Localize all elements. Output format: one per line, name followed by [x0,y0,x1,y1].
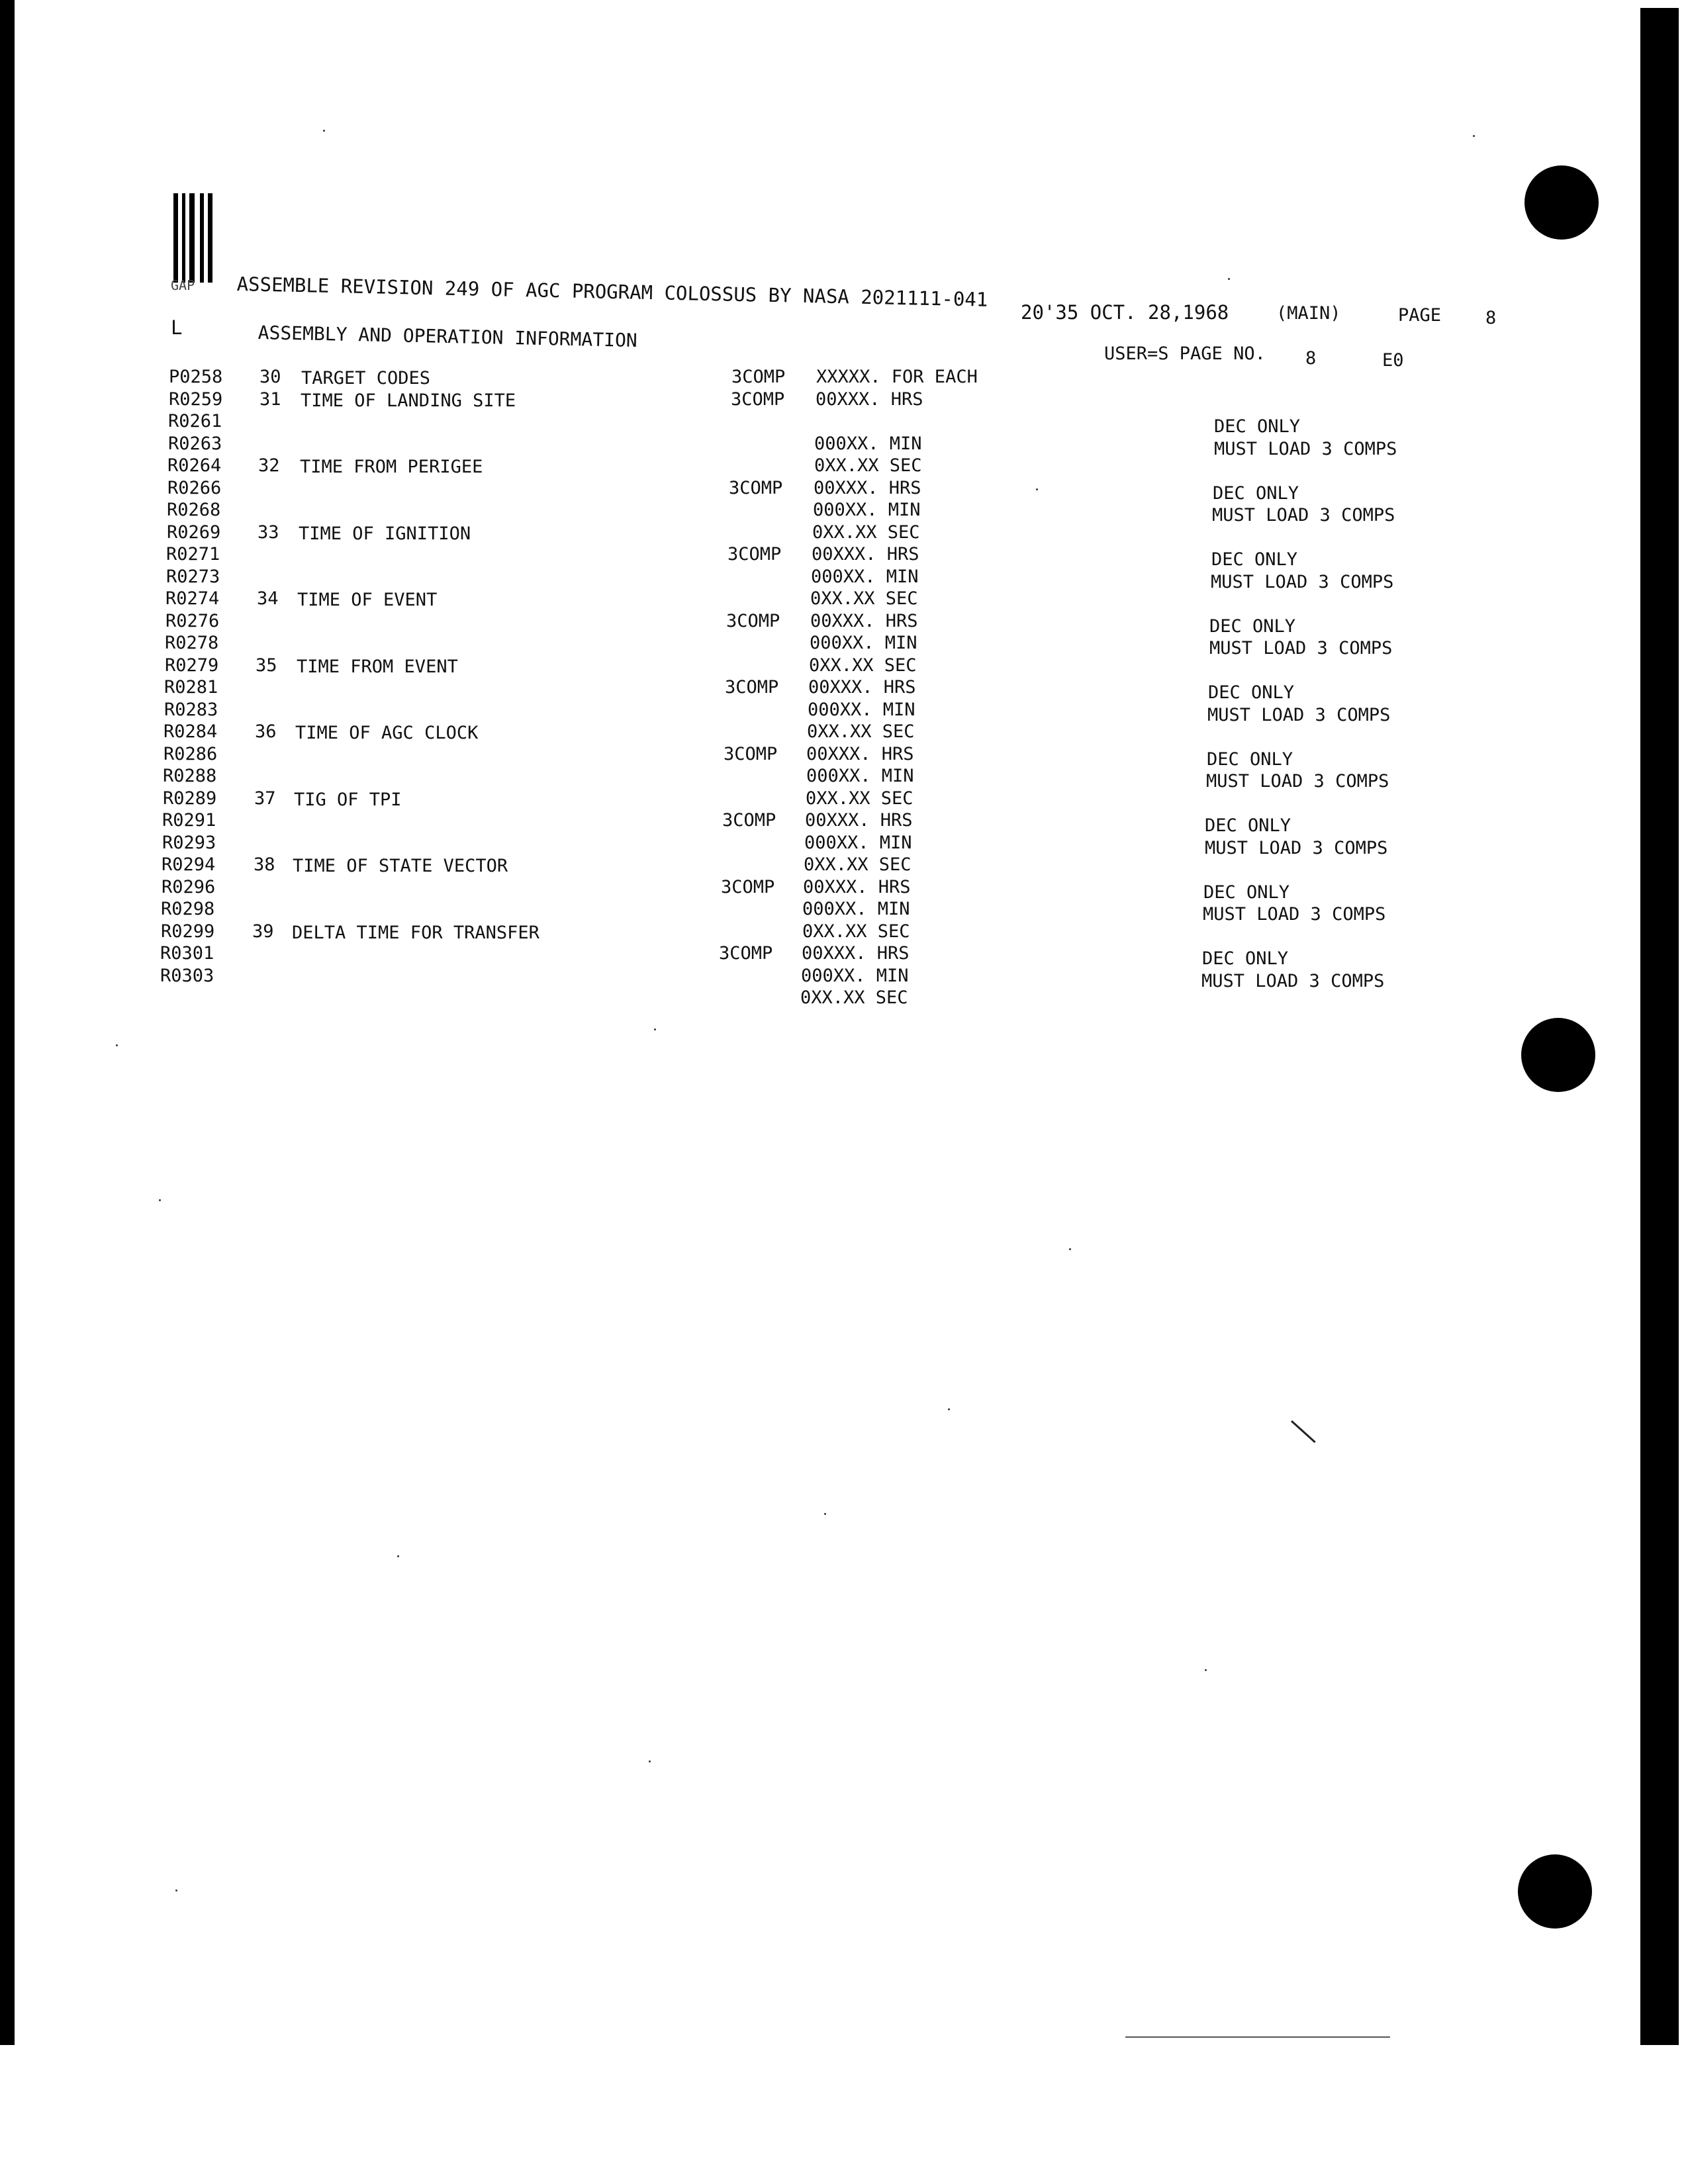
value-format: 0XX.XX SEC [804,854,912,875]
line-id: R0273 [166,567,220,587]
comp-type: 3COMP [726,611,780,631]
item-description: TIME OF IGNITION [299,523,471,544]
item-number: 39 [252,921,274,942]
punch-hole-middle [1521,1018,1595,1092]
value-format: 00XXX. HRS [812,544,919,565]
value-format: 0XX.XX SEC [802,921,910,942]
value-format: 000XX. MIN [802,899,910,919]
comp-type: 3COMP [719,943,773,964]
item-description: TIME FROM PERIGEE [300,457,483,477]
comp-type: 3COMP [731,367,786,387]
value-format: 0XX.XX SEC [814,455,922,476]
value-format: 00XXX. HRS [816,389,923,410]
load-note: DEC ONLY [1208,682,1295,703]
load-note: MUST LOAD 3 COMPS [1209,638,1393,659]
value-format: 00XXX. HRS [814,478,921,498]
line-id: R0284 [164,721,218,742]
gap-mark: GAP [171,277,195,293]
value-format: 000XX. MIN [814,433,922,454]
punch-hole-bottom [1518,1854,1592,1929]
value-format: 0XX.XX SEC [812,522,920,543]
comp-type: 3COMP [724,744,778,764]
item-number: 37 [254,788,276,809]
line-id: R0298 [161,899,215,919]
value-format: 0XX.XX SEC [807,721,915,742]
load-note: DEC ONLY [1202,948,1289,969]
item-number: 30 [259,367,281,387]
item-description: DELTA TIME FOR TRANSFER [292,923,539,943]
line-id: R0269 [167,522,221,543]
load-note: DEC ONLY [1207,749,1293,770]
value-format: 000XX. MIN [801,966,909,986]
line-id: P0258 [169,367,223,387]
line-id: R0299 [161,921,215,942]
item-number: 33 [258,522,279,543]
comp-type: 3COMP [721,877,775,897]
item-number: 35 [256,655,277,676]
value-format: 0XX.XX SEC [800,987,908,1008]
value-format: 000XX. MIN [811,567,919,587]
load-note: MUST LOAD 3 COMPS [1211,572,1394,592]
punch-hole-top [1524,165,1599,240]
item-number: 34 [257,588,279,609]
comp-type: 3COMP [722,810,776,831]
item-number: 31 [259,389,281,410]
line-id: R0286 [164,744,218,764]
item-description: TIME OF AGC CLOCK [295,723,479,743]
line-id: R0293 [162,833,216,853]
value-format: 000XX. MIN [806,766,914,786]
value-format: XXXXX. FOR EACH [816,367,978,387]
load-note: MUST LOAD 3 COMPS [1212,505,1395,525]
load-note: DEC ONLY [1203,882,1290,903]
comp-type: 3COMP [725,677,779,698]
load-note: MUST LOAD 3 COMPS [1214,439,1397,459]
line-id: R0291 [162,810,216,831]
load-note: MUST LOAD 3 COMPS [1201,971,1385,991]
value-format: 000XX. MIN [808,700,915,720]
line-id: R0276 [165,611,220,631]
line-id: R0263 [168,433,222,454]
line-id: R0274 [165,588,220,609]
item-number: 32 [258,455,280,476]
load-note: DEC ONLY [1214,416,1301,437]
load-note: DEC ONLY [1209,616,1296,637]
e-code: E0 [1382,350,1404,371]
user-page-number: 8 [1305,348,1317,369]
pen-stroke [1291,1420,1316,1443]
item-description: TIG OF TPI [294,790,402,810]
item-description: TIME OF LANDING SITE [301,390,516,411]
load-note: MUST LOAD 3 COMPS [1203,904,1386,925]
line-id: R0283 [164,700,218,720]
value-format: 00XXX. HRS [805,810,913,831]
value-format: 0XX.XX SEC [806,788,914,809]
line-id: R0294 [162,854,216,875]
comp-type: 3COMP [731,389,785,410]
load-note: MUST LOAD 3 COMPS [1205,838,1388,858]
value-format: 000XX. MIN [810,633,917,653]
line-id: R0303 [160,966,214,986]
right-edge-bar [1640,8,1679,2045]
line-id: R0301 [160,943,214,964]
item-description: TARGET CODES [301,368,431,388]
line-id: R0266 [167,478,222,498]
header-main-label: (MAIN) [1276,303,1341,324]
header-page-label: PAGE [1398,305,1442,326]
comp-type: 3COMP [729,478,783,498]
line-id: R0289 [163,788,217,809]
load-note: DEC ONLY [1211,549,1298,570]
item-number: 38 [254,854,275,875]
value-format: 00XXX. HRS [806,744,914,764]
item-description: TIME OF STATE VECTOR [293,856,508,876]
item-number: 36 [255,721,277,742]
load-note: MUST LOAD 3 COMPS [1206,771,1389,792]
value-format: 0XX.XX SEC [809,655,917,676]
item-description: TIME FROM EVENT [297,657,458,677]
load-note: MUST LOAD 3 COMPS [1207,705,1391,725]
line-id: R0288 [163,766,217,786]
item-description: TIME OF EVENT [297,590,438,610]
value-format: 000XX. MIN [813,500,921,520]
header-datetime: 20'35 OCT. 28,1968 [1021,301,1229,324]
line-id: R0268 [167,500,221,520]
header-page-number: 8 [1485,308,1497,328]
value-format: 00XXX. HRS [808,677,916,698]
l-mark: L [171,316,183,339]
value-format: 00XXX. HRS [802,943,910,964]
bottom-rule [1125,2036,1390,2038]
line-id: R0261 [168,411,222,432]
line-id: R0259 [169,389,223,410]
left-edge-bar [0,0,15,2045]
value-format: 00XXX. HRS [803,877,911,897]
user-page-label: USER=S PAGE NO. [1104,343,1266,364]
line-id: R0264 [167,455,222,476]
value-format: 000XX. MIN [804,833,912,853]
line-id: R0278 [165,633,219,653]
line-id: R0271 [166,544,220,565]
header-title: ASSEMBLE REVISION 249 OF AGC PROGRAM COLOSSUS BY NASA 2021111-041 [236,273,988,311]
line-id: R0279 [165,655,219,676]
value-format: 0XX.XX SEC [810,588,918,609]
barcode-mark [173,193,213,283]
section-title: ASSEMBLY AND OPERATION INFORMATION [258,322,638,351]
load-note: DEC ONLY [1205,815,1291,836]
line-id: R0296 [162,877,216,897]
value-format: 00XXX. HRS [810,611,918,631]
comp-type: 3COMP [727,544,782,565]
line-id: R0281 [164,677,218,698]
load-note: DEC ONLY [1213,483,1299,504]
